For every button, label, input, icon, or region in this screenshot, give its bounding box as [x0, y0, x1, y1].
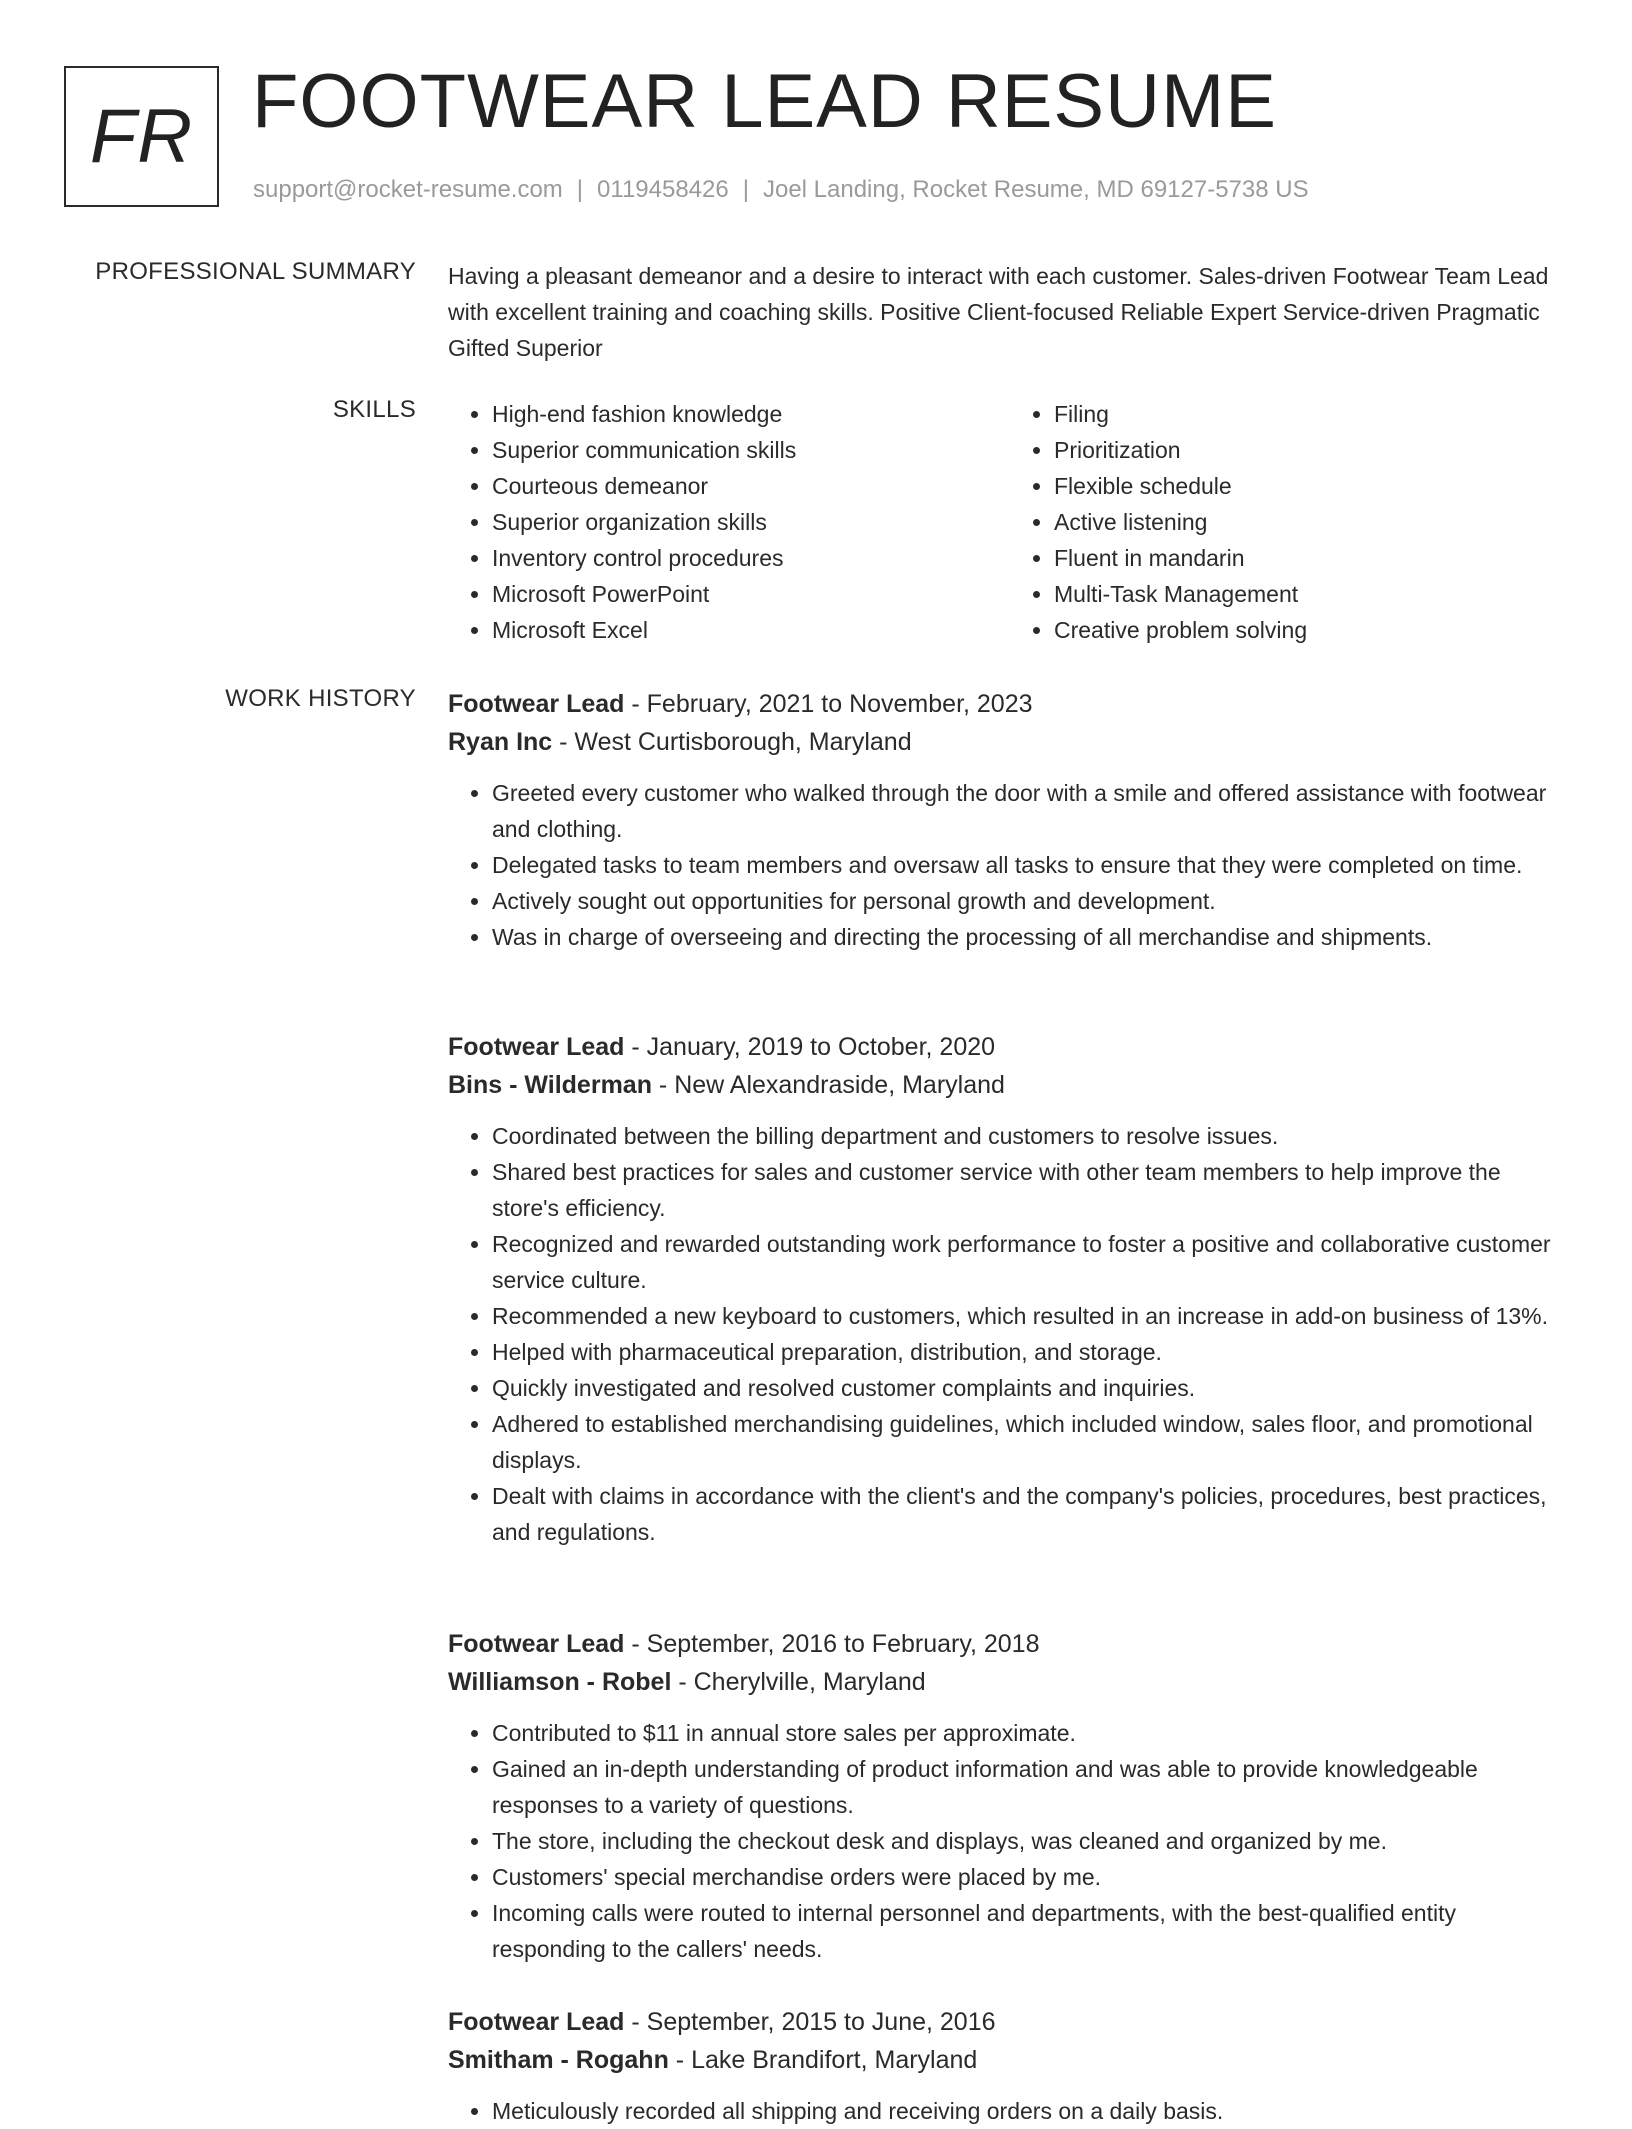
job-company: Williamson - Robel	[448, 1668, 672, 1696]
list-item: • Microsoft Excel	[492, 612, 1010, 648]
job-title: Footwear Lead	[448, 1033, 625, 1061]
list-item: • Recommended a new keyboard to customers, which resulted in an increase in add-on business of 13%.	[492, 1298, 1572, 1334]
job-title-line	[448, 1625, 1572, 1663]
job-dates: - January, 2019 to October, 2020	[631, 1033, 996, 1061]
job-company-line	[448, 1066, 1572, 1104]
job-location: - West Curtisborough, Maryland	[559, 728, 912, 756]
skills-list-left	[448, 396, 1010, 648]
job-location: - Cherylville, Maryland	[678, 1668, 926, 1696]
job-company-line	[448, 723, 1572, 761]
monogram-box	[64, 66, 219, 207]
list-item: • The store, including the checkout desk and displays, was cleaned and organized by me.	[492, 1823, 1572, 1859]
list-item: • Prioritization	[1054, 432, 1572, 468]
job-title-line	[448, 2003, 1572, 2041]
job-bullets	[448, 775, 1572, 955]
list-item: • Actively sought out opportunities for personal growth and development.	[492, 883, 1572, 919]
contact-separator: |	[576, 176, 584, 203]
job-title-line	[448, 1028, 1572, 1066]
list-item: • Shared best practices for sales and customer service with other team members to help improve the store's efficiency.	[492, 1154, 1572, 1226]
list-item: • Quickly investigated and resolved customer complaints and inquiries.	[492, 1370, 1572, 1406]
list-item: • Active listening	[1054, 504, 1572, 540]
skills-list-right	[1010, 396, 1572, 648]
job-entry	[448, 2003, 1572, 2129]
job-dates: - September, 2016 to February, 2018	[631, 1630, 1040, 1658]
monogram-initials: FR	[89, 94, 194, 179]
page-title: FOOTWEAR LEAD RESUME	[252, 59, 1277, 144]
list-item: • Filing	[1054, 396, 1572, 432]
job-entry	[448, 1625, 1572, 1967]
job-bullets	[448, 2093, 1572, 2129]
list-item: • Greeted every customer who walked through the door with a smile and offered assistance with footwear and clothing.	[492, 775, 1572, 847]
list-item: • Superior communication skills	[492, 432, 1010, 468]
contact-separator: |	[742, 176, 749, 203]
list-item: • Superior organization skills	[492, 504, 1010, 540]
list-item: • Coordinated between the billing department and customers to resolve issues.	[492, 1118, 1572, 1154]
list-item: • Multi-Task Management	[1054, 576, 1572, 612]
job-dates: - September, 2015 to June, 2016	[631, 2008, 996, 2036]
skills-columns	[448, 396, 1572, 648]
list-item: • Flexible schedule	[1054, 468, 1572, 504]
list-item: • Creative problem solving	[1054, 612, 1572, 648]
list-item: • Fluent in mandarin	[1054, 540, 1572, 576]
list-item: • Microsoft PowerPoint	[492, 576, 1010, 612]
list-item: • Gained an in-depth understanding of product information and was able to provide knowledgeable responses to a variety of questions.	[492, 1751, 1572, 1823]
list-item: • Incoming calls were routed to internal personnel and departments, with the best-qualified entity responding to the callers' needs.	[492, 1895, 1572, 1967]
job-entry	[448, 1028, 1572, 1550]
list-item: • Delegated tasks to team members and oversaw all tasks to ensure that they were completed on time.	[492, 847, 1572, 883]
summary-label: PROFESSIONAL SUMMARY	[95, 258, 416, 285]
job-company-line	[448, 1663, 1572, 1701]
job-title: Footwear Lead	[448, 690, 625, 718]
skills-label: SKILLS	[332, 396, 416, 423]
job-location: - Lake Brandifort, Maryland	[675, 2046, 978, 2074]
job-bullets	[448, 1715, 1572, 1967]
list-item: • Dealt with claims in accordance with the client's and the company's policies, procedures, best practices, and regulations.	[492, 1478, 1572, 1550]
job-location: - New Alexandraside, Maryland	[658, 1071, 1005, 1099]
work-label: WORK HISTORY	[225, 685, 416, 712]
job-title: Footwear Lead	[448, 1630, 625, 1658]
list-item: • Adhered to established merchandising guidelines, which included window, sales floor, and promotional displays.	[492, 1406, 1572, 1478]
contact-address: Joel Landing, Rocket Resume, MD 69127-5738 US	[762, 176, 1309, 203]
job-title: Footwear Lead	[448, 2008, 625, 2036]
list-item: • Recognized and rewarded outstanding work performance to foster a positive and collaborative customer service culture.	[492, 1226, 1572, 1298]
job-company-line	[448, 2041, 1572, 2079]
contact-email: support@rocket-resume.com	[253, 176, 563, 203]
list-item: • Customers' special merchandise orders were placed by me.	[492, 1859, 1572, 1895]
job-company: Ryan Inc	[448, 728, 553, 756]
list-item: • Helped with pharmaceutical preparation, distribution, and storage.	[492, 1334, 1572, 1370]
summary-text: Having a pleasant demeanor and a desire to interact with each customer. Sales-driven Footwear Team Lead with excellent training and coaching skills. Positive Client-focused Reliable Expert Service-driven Pragmatic Gifted Superior	[448, 263, 1549, 361]
contact-phone: 0119458426	[597, 176, 729, 203]
list-item: • High-end fashion knowledge	[492, 396, 1010, 432]
contact-line	[253, 176, 1309, 204]
list-item: • Meticulously recorded all shipping and receiving orders on a daily basis.	[492, 2093, 1572, 2129]
list-item: • Contributed to $11 in annual store sales per approximate.	[492, 1715, 1572, 1751]
list-item: • Inventory control procedures	[492, 540, 1010, 576]
job-company: Bins - Wilderman	[448, 1071, 652, 1099]
list-item: • Courteous demeanor	[492, 468, 1010, 504]
list-item: • Was in charge of overseeing and directing the processing of all merchandise and shipments.	[492, 919, 1572, 955]
job-dates: - February, 2021 to November, 2023	[631, 690, 1033, 718]
job-title-line	[448, 685, 1572, 723]
job-entry	[448, 685, 1572, 955]
job-bullets	[448, 1118, 1572, 1550]
job-company: Smitham - Rogahn	[448, 2046, 669, 2074]
